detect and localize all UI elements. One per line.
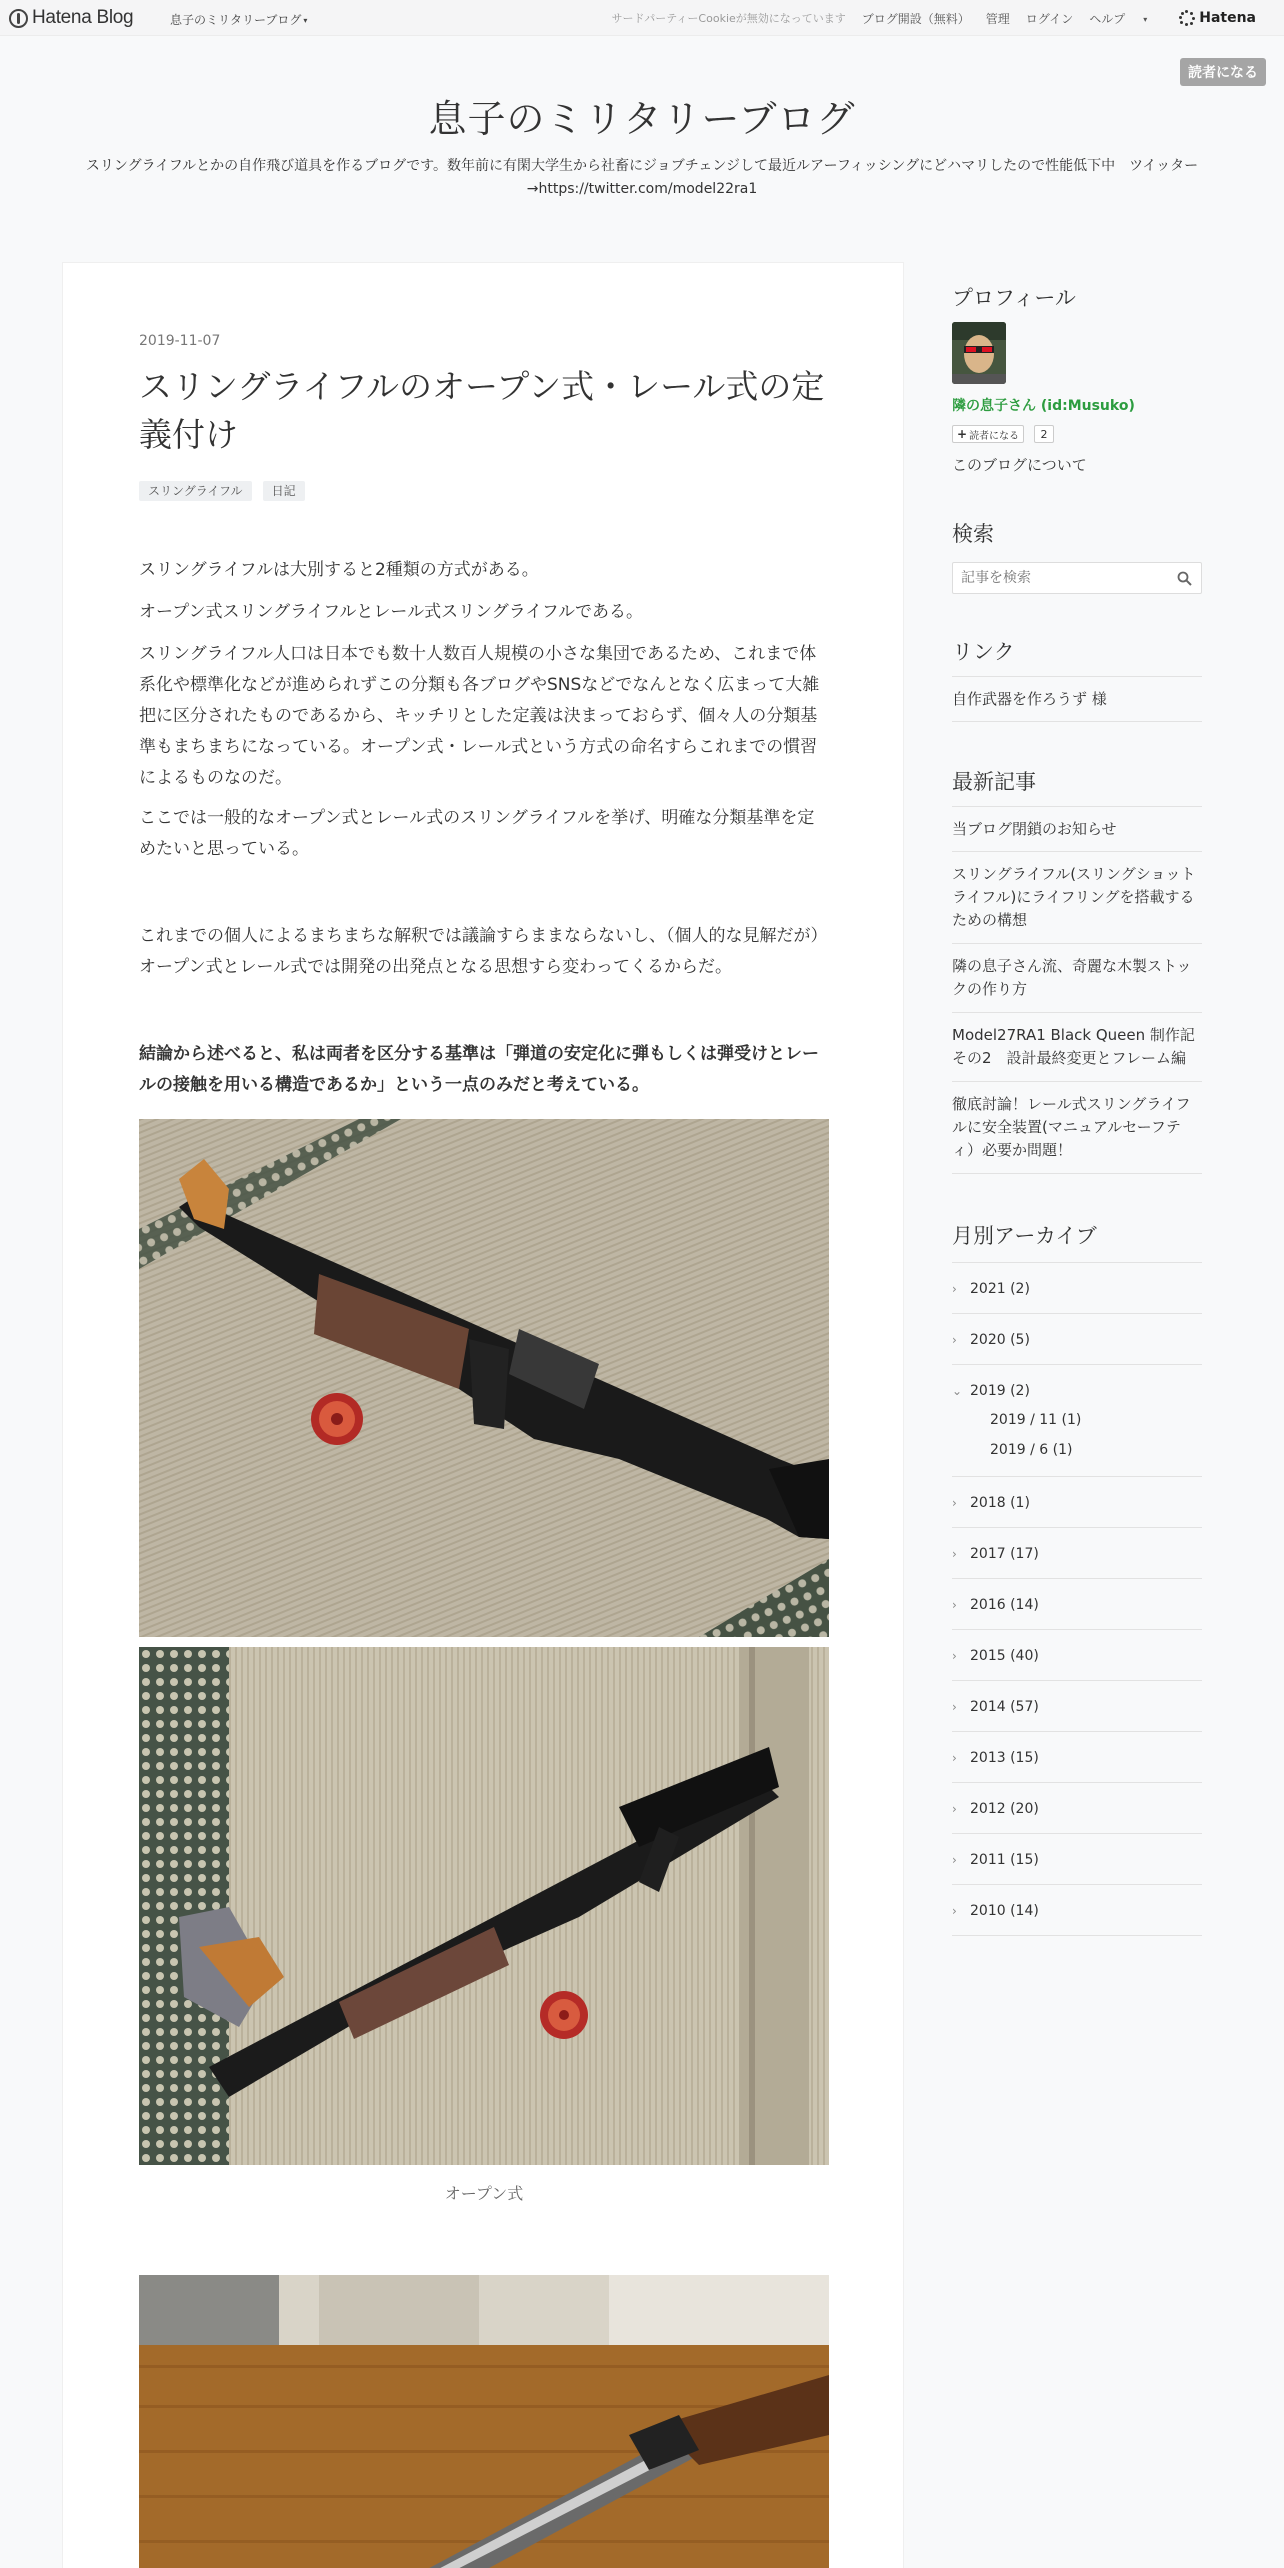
divider bbox=[952, 1935, 1202, 1936]
logo-text: Hatena Blog bbox=[32, 7, 134, 28]
entry-title[interactable]: スリングライフルのオープン式・レール式の定義付け bbox=[139, 367, 825, 454]
avatar[interactable] bbox=[952, 322, 1006, 384]
help-label: ヘルプ bbox=[1089, 11, 1126, 26]
chevron-right-icon: › bbox=[952, 1333, 957, 1347]
link-item[interactable]: 自作武器を作ろうず 様 bbox=[952, 690, 1107, 708]
archive-year-item[interactable] bbox=[952, 1648, 1039, 1664]
entry-date[interactable]: 2019-11-07 bbox=[139, 333, 221, 349]
hatena-brand-label: Hatena bbox=[1199, 10, 1256, 26]
divider bbox=[952, 676, 1202, 677]
archive-year-item[interactable] bbox=[952, 1852, 1039, 1868]
divider bbox=[952, 1313, 1202, 1314]
divider bbox=[952, 1578, 1202, 1579]
divider bbox=[952, 851, 1202, 852]
archive-heading: 月別アーカイブ bbox=[952, 1224, 1097, 1248]
links-heading: リンク bbox=[952, 640, 1015, 664]
archive-year-item[interactable] bbox=[952, 1495, 1030, 1511]
category-tag[interactable]: 日記 bbox=[263, 481, 305, 501]
entry-article bbox=[62, 262, 904, 2568]
chevron-right-icon: › bbox=[952, 1751, 957, 1765]
subscribe-button[interactable]: 読者になる bbox=[1180, 58, 1266, 86]
search-input[interactable] bbox=[961, 568, 1161, 588]
category-tag[interactable]: スリングライフル bbox=[139, 481, 252, 501]
archive-year-label: 2017 (17) bbox=[970, 1546, 1039, 1562]
profile-name[interactable]: 隣の息子さん (id:Musuko) bbox=[952, 398, 1135, 414]
entry-photo-open-slingrifle-2[interactable] bbox=[139, 1647, 829, 2165]
hatena-brand-menu[interactable] bbox=[1179, 10, 1272, 26]
avatar-image bbox=[952, 322, 1006, 384]
archive-year-label: 2012 (20) bbox=[970, 1801, 1039, 1817]
archive-year-item[interactable] bbox=[952, 1903, 1039, 1919]
divider bbox=[952, 1476, 1202, 1477]
archive-year-label: 2015 (40) bbox=[970, 1648, 1039, 1664]
entry-paragraph: ここでは一般的なオープン式とレール式のスリングライフルを挙げ、明確な分類基準を定めたいと思っている。 bbox=[139, 808, 815, 859]
recent-entry-item[interactable]: スリングライフル(スリングショットライフル)にライフリングを搭載するための構想 bbox=[952, 865, 1196, 929]
divider bbox=[952, 1731, 1202, 1732]
archive-year-label: 2019 (2) bbox=[970, 1383, 1030, 1399]
archive-month-item[interactable]: 2019 / 11 (1) bbox=[990, 1412, 1082, 1428]
profile-heading: プロフィール bbox=[952, 286, 1076, 310]
divider bbox=[952, 1364, 1202, 1365]
hatena-dots-icon bbox=[1179, 10, 1195, 26]
archive-year-label: 2018 (1) bbox=[970, 1495, 1030, 1511]
archive-year-label: 2011 (15) bbox=[970, 1852, 1039, 1868]
chevron-right-icon: › bbox=[952, 1598, 957, 1612]
archive-year-label: 2010 (14) bbox=[970, 1903, 1039, 1919]
archive-year-item[interactable] bbox=[952, 1281, 1030, 1297]
blog-description: スリングライフルとかの自作飛び道具を作るブログです。数年前に有閑大学生から社畜にジョブチェンジして最近ルアーフィッシングにどハマリしたので性能低下中 ツイッター→https://twitter.com/model22ra1 bbox=[85, 158, 1199, 197]
chevron-right-icon: › bbox=[952, 1282, 957, 1296]
archive-year-label: 2021 (2) bbox=[970, 1281, 1030, 1297]
chevron-down-icon: ▾ bbox=[1143, 14, 1148, 24]
archive-year-item-expanded[interactable] bbox=[952, 1383, 1030, 1399]
hatena-blog-logo-icon bbox=[9, 9, 28, 28]
divider bbox=[952, 806, 1202, 807]
archive-month-item[interactable]: 2019 / 6 (1) bbox=[990, 1442, 1073, 1458]
divider bbox=[952, 1680, 1202, 1681]
photo-caption: オープン式 bbox=[444, 2184, 524, 2203]
archive-year-label: 2014 (57) bbox=[970, 1699, 1039, 1715]
tatami-rifle-photo bbox=[139, 1647, 829, 2165]
archive-year-item[interactable] bbox=[952, 1597, 1039, 1613]
entry-paragraph: オープン式スリングライフルとレール式スリングライフルである。 bbox=[139, 602, 644, 622]
blog-title[interactable]: 息子のミリタリーブログ bbox=[428, 97, 856, 141]
divider bbox=[952, 1782, 1202, 1783]
blog-menu-label: 息子のミリタリーブログ bbox=[170, 13, 302, 27]
archive-year-item[interactable] bbox=[952, 1750, 1039, 1766]
divider bbox=[952, 1527, 1202, 1528]
chevron-right-icon: › bbox=[952, 1700, 957, 1714]
floor-rifle-photo bbox=[139, 2275, 829, 2568]
search-heading: 検索 bbox=[952, 522, 994, 546]
archive-year-label: 2013 (15) bbox=[970, 1750, 1039, 1766]
recent-entry-item[interactable]: 徹底討論！レール式スリングライフルに安全装置(マニュアルセーフティ）必要か問題！ bbox=[952, 1095, 1191, 1159]
chevron-down-icon: ⌄ bbox=[952, 1384, 963, 1398]
cookie-notice: サードパーティーCookieが無効になっています bbox=[611, 12, 846, 25]
divider bbox=[952, 1173, 1202, 1174]
readers-button-label: 読者になる bbox=[969, 430, 1020, 442]
readers-count[interactable]: 2 bbox=[1034, 425, 1054, 443]
divider bbox=[952, 1081, 1202, 1082]
entry-paragraph: スリングライフル人口は日本でも数十人数百人規模の小さな集団であるため、これまで体系化や標準化などが進められずこの分類も各ブログやSNSなどでなんとなく広まって大雑把に区分されたものであるから、キッチリとした定義は決まっておらず、個々人の分類基準もまちまちになっている。オープン式・レール式という方式の命名すらこれまでの慣習によるものなのだ。 bbox=[139, 644, 820, 788]
chevron-right-icon: › bbox=[952, 1853, 957, 1867]
recent-entry-item[interactable]: Model27RA1 Black Queen 制作記 その2 設計最終変更とフレーム編 bbox=[952, 1026, 1195, 1067]
chevron-down-icon: ▾ bbox=[303, 16, 308, 25]
chevron-right-icon: › bbox=[952, 1904, 957, 1918]
entry-paragraph: スリングライフルは大別すると2種類の方式がある。 bbox=[139, 560, 539, 580]
tatami-rifle-photo bbox=[139, 1119, 829, 1637]
recent-entries-heading: 最新記事 bbox=[952, 770, 1036, 794]
divider bbox=[952, 943, 1202, 944]
archive-year-item[interactable] bbox=[952, 1546, 1039, 1562]
chevron-right-icon: › bbox=[952, 1649, 957, 1663]
archive-year-item[interactable] bbox=[952, 1332, 1030, 1348]
chevron-right-icon: › bbox=[952, 1547, 957, 1561]
divider bbox=[952, 1629, 1202, 1630]
login-link[interactable]: ログイン bbox=[1025, 11, 1074, 26]
divider bbox=[952, 1012, 1202, 1013]
hatena-blog-logo[interactable] bbox=[9, 7, 133, 29]
search-box bbox=[952, 562, 1202, 594]
admin-link[interactable]: 管理 bbox=[985, 11, 1010, 26]
divider bbox=[952, 1884, 1202, 1885]
chevron-right-icon: › bbox=[952, 1496, 957, 1510]
entry-paragraph-conclusion: 結論から述べると、私は両者を区分する基準は「弾道の安定化に弾もしくは弾受けとレールの接触を用いる構造であるか」という一点のみだと考えている。 bbox=[139, 1044, 819, 1095]
archive-year-item[interactable] bbox=[952, 1801, 1039, 1817]
entry-photo-rail-slingrifle[interactable] bbox=[139, 2275, 829, 2568]
entry-photo-open-slingrifle-1[interactable] bbox=[139, 1119, 829, 1637]
entry-paragraph: これまでの個人によるまちまちな解釈では議論すらままならないし、（個人的な見解だが）オープン式とレール式では開発の出発点となる思想すら変わってくるからだ。 bbox=[139, 926, 828, 977]
archive-year-item[interactable] bbox=[952, 1699, 1039, 1715]
recent-entry-item[interactable]: 隣の息子さん流、奇麗な木製ストックの作り方 bbox=[952, 957, 1192, 998]
archive-year-label: 2020 (5) bbox=[970, 1332, 1030, 1348]
help-menu[interactable] bbox=[1089, 10, 1163, 27]
divider bbox=[952, 721, 1202, 722]
open-blog-link[interactable]: ブログ開設（無料） bbox=[861, 11, 970, 26]
chevron-right-icon: › bbox=[952, 1802, 957, 1816]
about-blog-link[interactable]: このブログについて bbox=[952, 456, 1087, 474]
archive-year-label: 2016 (14) bbox=[970, 1597, 1039, 1613]
divider bbox=[952, 1833, 1202, 1834]
subscribe-readers-button[interactable] bbox=[952, 425, 1024, 443]
divider bbox=[952, 1262, 1202, 1263]
plus-icon: + bbox=[957, 427, 968, 441]
recent-entry-item[interactable]: 当ブログ閉鎖のお知らせ bbox=[952, 820, 1117, 838]
search-icon[interactable] bbox=[1177, 571, 1192, 586]
global-header bbox=[0, 0, 1284, 36]
entry-categories bbox=[139, 481, 316, 501]
blog-menu[interactable] bbox=[170, 11, 307, 28]
